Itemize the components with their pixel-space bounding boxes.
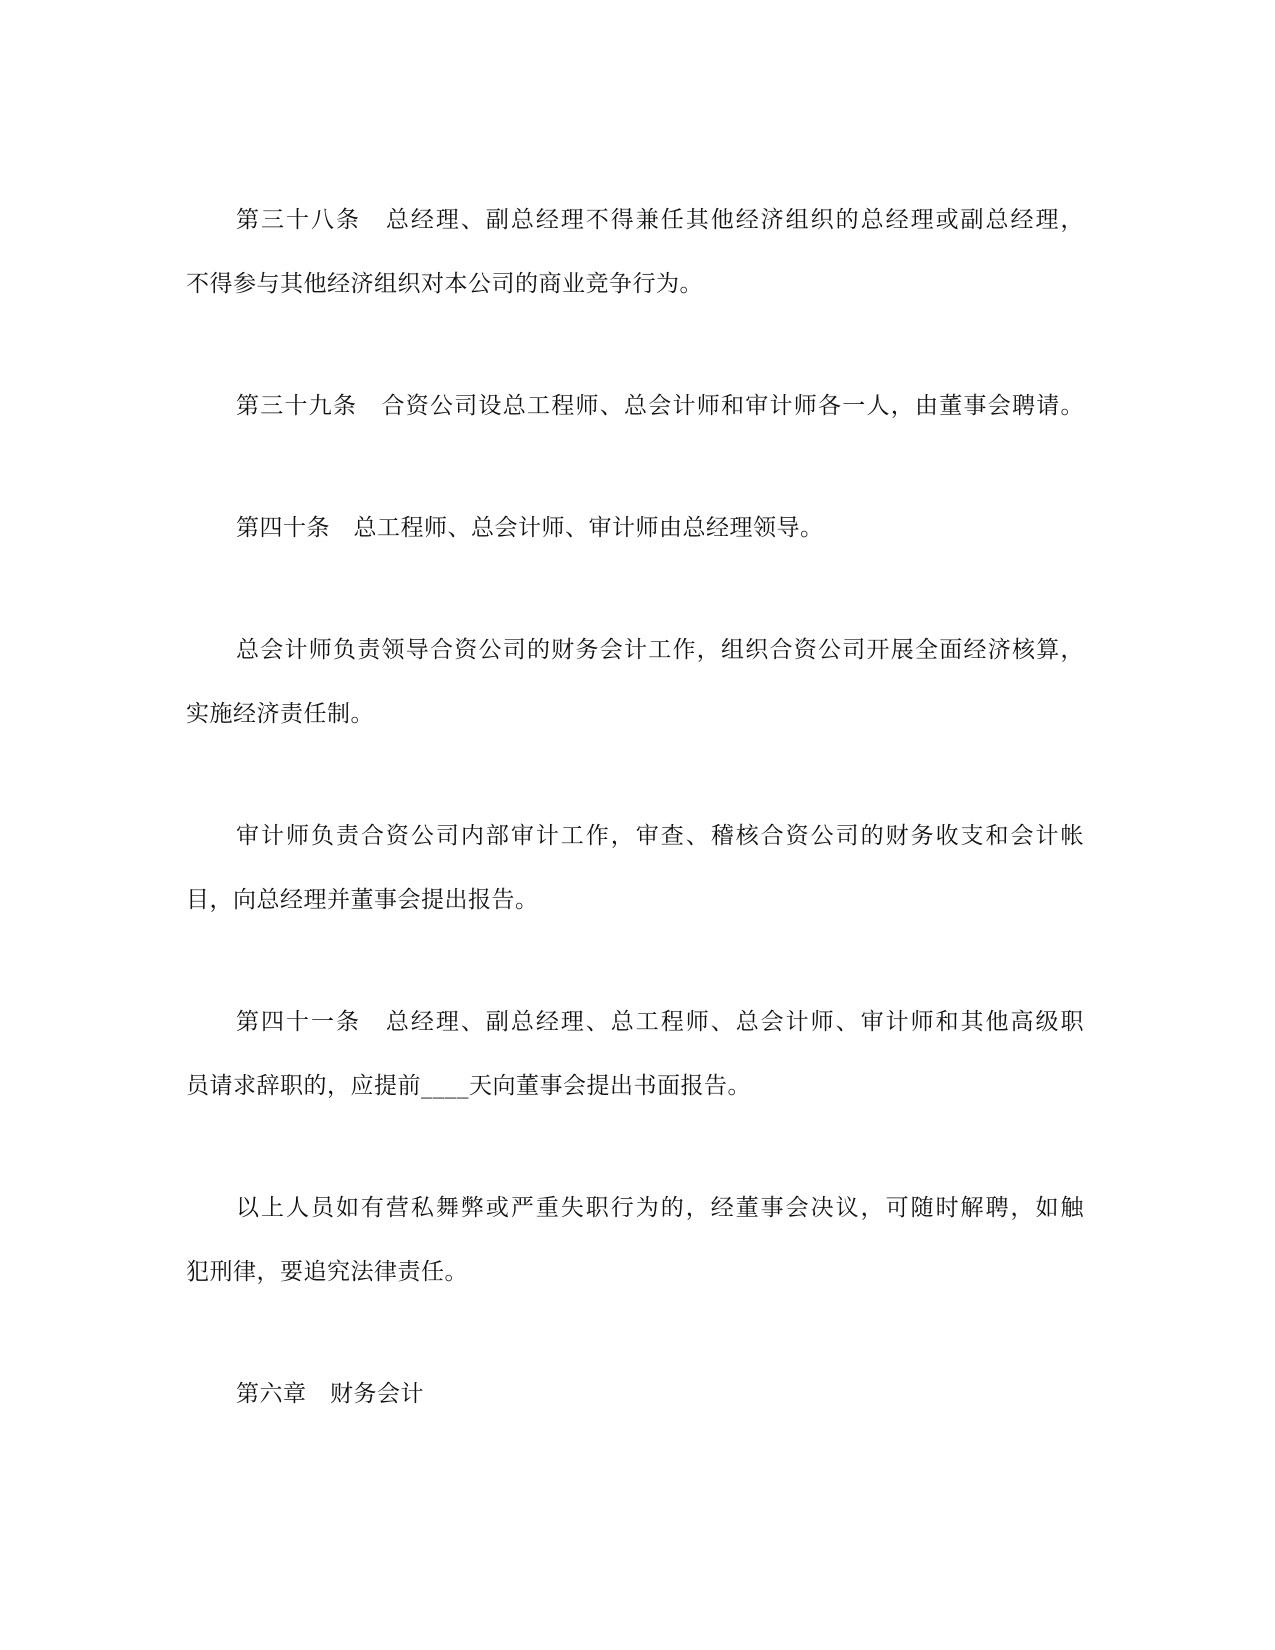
chief-accountant-line-1: 总会计师负责领导合资公司的财务会计工作，组织合资公司开展全面经济核算， bbox=[236, 637, 1084, 663]
article-40-line-1: 第四十条 总工程师、总会计师、审计师由总经理领导。 bbox=[236, 515, 824, 541]
article-39-line-1: 第三十九条 合资公司设总工程师、总会计师和审计师各一人，由董事会聘请。 bbox=[236, 393, 1084, 419]
auditor-line-2: 目，向总经理并董事会提出报告。 bbox=[186, 887, 539, 913]
auditor-line-1: 审计师负责合资公司内部审计工作，审查、稽核合资公司的财务收支和会计帐 bbox=[236, 823, 1084, 849]
chapter-6-heading: 第六章 财务会计 bbox=[236, 1381, 424, 1407]
misconduct-line-2: 犯刑律，要追究法律责任。 bbox=[186, 1259, 468, 1285]
article-38-line-2: 不得参与其他经济组织对本公司的商业竞争行为。 bbox=[186, 271, 703, 297]
article-41-line-2: 员请求辞职的，应提前____天向董事会提出书面报告。 bbox=[186, 1073, 751, 1099]
article-38-line-1: 第三十八条 总经理、副总经理不得兼任其他经济组织的总经理或副总经理， bbox=[236, 207, 1084, 233]
misconduct-line-1: 以上人员如有营私舞弊或严重失职行为的，经董事会决议，可随时解聘，如触 bbox=[236, 1195, 1084, 1221]
chief-accountant-line-2: 实施经济责任制。 bbox=[186, 701, 374, 727]
article-41-line-1: 第四十一条 总经理、副总经理、总工程师、总会计师、审计师和其他高级职 bbox=[236, 1009, 1084, 1035]
